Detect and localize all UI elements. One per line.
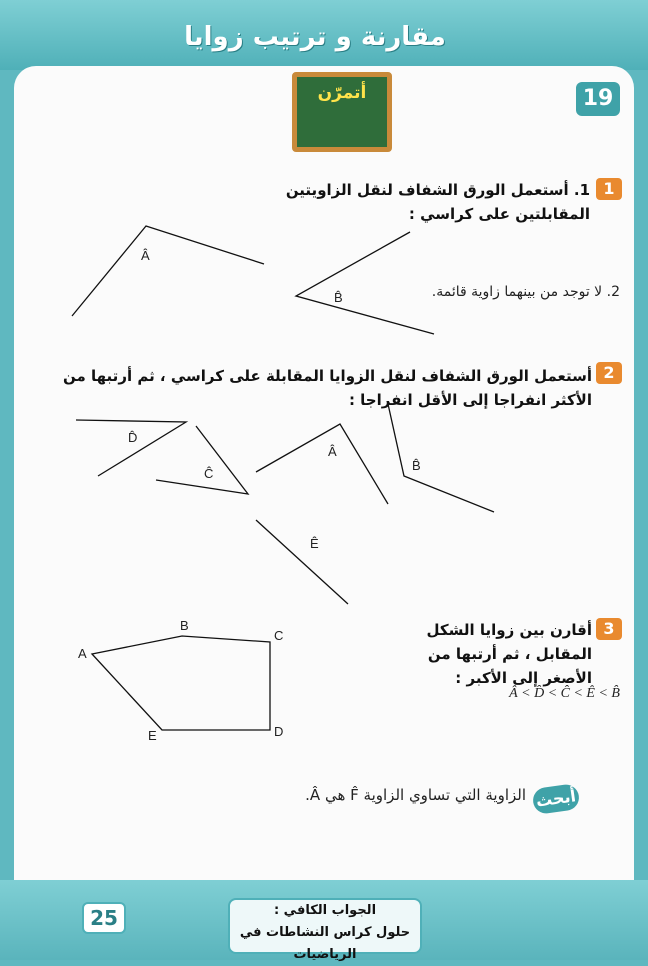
q2-text: أستعمل الورق الشفاف لنقل الزوايا المقابلة على كراسي ، ثم أرتبها من الأكثر انفراجا إلى الأقل انفراجا :	[63, 367, 592, 409]
footer-line2: حلول كراس النشاطات في الرياضيات	[239, 925, 411, 962]
q1-badge: 1	[596, 178, 622, 200]
page-number: 25	[82, 902, 126, 934]
page-title: مقارنة و ترتيب زوايا	[184, 22, 446, 52]
q1-label-a: Â	[141, 248, 150, 263]
footer-credit	[228, 898, 422, 962]
q3-vertex-c: C	[274, 628, 284, 643]
q1-label-b: B̂	[334, 290, 343, 305]
q3-text: أقارن بين زوايا الشكل المقابل ، ثم أرتبها من الأصغر إلى الأكبر :	[426, 621, 592, 687]
q1-angle-b	[296, 232, 434, 334]
q2-angle-c	[156, 426, 248, 494]
q2-angle-b	[388, 404, 494, 512]
q2-label-b: B̂	[412, 458, 421, 473]
q2-angle-e	[256, 520, 348, 604]
q3-vertex-b: B	[180, 618, 189, 633]
search-label: أبحث	[531, 783, 580, 815]
q3-pentagon	[92, 636, 270, 730]
q1-angle-a	[72, 226, 264, 316]
q1-answer: 2. لا توجد من بينهما زاوية قائمة.	[431, 284, 620, 300]
q3-answer: Â < D̂ < Ĉ < Ê < B̂	[509, 686, 620, 701]
exercise-heading: أتمرّن	[317, 83, 367, 103]
q2-label-a: Â	[328, 444, 337, 459]
q2-angle-d	[76, 420, 186, 476]
q2-label-c: Ĉ	[204, 466, 214, 481]
q1-text: 1. أستعمل الورق الشفاف لنقل الزاويتين المقابلتين على كراسي :	[285, 181, 590, 223]
q3-badge: 3	[596, 618, 622, 640]
q2-badge: 2	[596, 362, 622, 384]
q2-angle-a	[256, 424, 388, 504]
q2-label-d: D̂	[128, 430, 138, 445]
q2-label-e: Ê	[310, 536, 319, 551]
search-answer: الزاوية التي تساوي الزاوية F̂ هي Â.	[305, 786, 526, 804]
q3-vertex-a: A	[78, 646, 87, 661]
footer-line1: الجواب الكافي :	[273, 903, 377, 918]
q3-vertex-e: E	[148, 728, 157, 743]
lesson-number: 19	[576, 82, 620, 116]
q3-vertex-d: D	[274, 724, 284, 739]
